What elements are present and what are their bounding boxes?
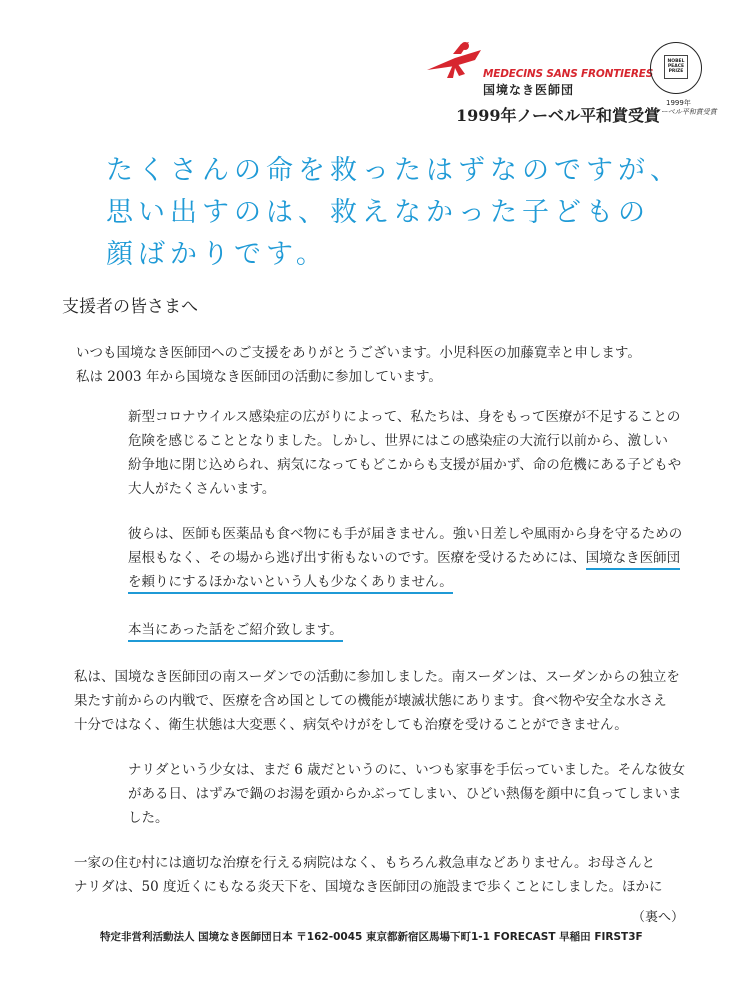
paragraph-line: 彼らは、医師も医薬品も食べ物にも手が届きません。強い日差しや風雨から身を守るための xyxy=(128,526,683,542)
paragraph-line: 新型コロナウイルス感染症の広がりによって、私たちは、身をもって医療が不足することの xyxy=(128,409,681,425)
paragraph-line: 私は 2003 年から国境なき医師団の活動に参加しています。 xyxy=(76,369,442,385)
text-run: 屋根もなく、その場から逃げ出す術もないのです。医療を受けるためには、 xyxy=(128,550,586,566)
paragraph-line: 十分ではなく、衛生状態は大変悪く、病気やけがをしても治療を受けることができません。 xyxy=(74,717,628,733)
paragraph-line: 危険を感じることとなりました。しかし、世界にはこの感染症の大流行以前から、激しい xyxy=(128,433,668,449)
paragraph-line: 私は、国境なき医師団の南スーダンでの活動に参加しました。南スーダンは、スーダンからの独立を xyxy=(74,669,680,685)
underlined-text: 国境なき医師団 xyxy=(586,550,681,570)
footer-address: 特定非営利活動法人 国境なき医師団日本 〒162-0045 東京都新宿区馬場下町1-1 FORECAST 早稲田 FIRST3F xyxy=(100,931,643,943)
paragraph-intro xyxy=(76,341,641,389)
headline-line: たくさんの命を救ったはずなのですが、 xyxy=(106,155,682,186)
continued-note: （裏へ） xyxy=(632,910,685,925)
headline-line: 思い出すのは、救えなかった子どもの xyxy=(106,197,650,228)
nobel-seal xyxy=(648,40,717,116)
paragraph-line xyxy=(128,546,682,570)
paragraph-line: した。 xyxy=(128,810,169,826)
paragraph-line: ナリダは、50 度近くにもなる炎天下を、国境なき医師団の施設まで歩くことにしました。ほかに xyxy=(74,879,663,895)
org-name-ja: 国境なき医師団 xyxy=(483,83,575,97)
paragraph-line: 紛争地に閉じ込められ、病気になってもどこからも支援が届かず、命の危機にある子どもや xyxy=(128,457,682,473)
paragraph-intro-story xyxy=(128,618,343,642)
paragraph-line: ナリダという少女は、まだ 6 歳だというのに、いつも家事を手伝っていました。そんな彼女 xyxy=(128,762,686,778)
salutation: 支援者の皆さまへ xyxy=(62,297,198,317)
paragraph-covid xyxy=(128,405,681,501)
paragraph-line: 果たす前からの内戦で、医療を含め国としての機能が壊滅状態にあります。食べ物や安全な水さえ xyxy=(74,693,667,709)
headline-line: 顔ばかりです。 xyxy=(106,239,328,270)
paragraph-conditions xyxy=(128,522,682,594)
paragraph-line: いつも国境なき医師団へのご支援をありがとうございます。小児科医の加藤寛幸と申します。 xyxy=(76,345,641,361)
msf-logo xyxy=(425,40,654,97)
paragraph-line: 大人がたくさんいます。 xyxy=(128,481,276,497)
paragraph-journey xyxy=(74,851,662,899)
seal-caption: ノーベル平和賞受賞 xyxy=(654,108,717,116)
underlined-text: 本当にあった話をご紹介致します。 xyxy=(128,622,343,642)
paragraph-south-sudan xyxy=(74,665,680,737)
prize-line: 1999年ノーベル平和賞受賞 xyxy=(456,106,661,125)
org-name-en: MEDECINS SANS FRONTIERES xyxy=(483,68,654,80)
headline xyxy=(106,150,706,276)
seal-center-text: NOBEL PEACE PRIZE xyxy=(664,55,688,79)
paragraph-line: がある日、はずみで鍋のお湯を頭からかぶってしまい、ひどい熱傷を顔中に負ってしまいま xyxy=(128,786,682,802)
paragraph-narida xyxy=(128,758,685,830)
running-man-icon xyxy=(425,40,485,80)
paragraph-line: 一家の住む村には適切な治療を行える病院はなく、もちろん救急車などありません。お母さんと xyxy=(74,855,656,871)
paragraph-line xyxy=(128,570,682,594)
seal-year: 1999年 xyxy=(666,99,691,107)
underlined-text: を頼りにするほかないという人も少なくありません。 xyxy=(128,574,453,594)
